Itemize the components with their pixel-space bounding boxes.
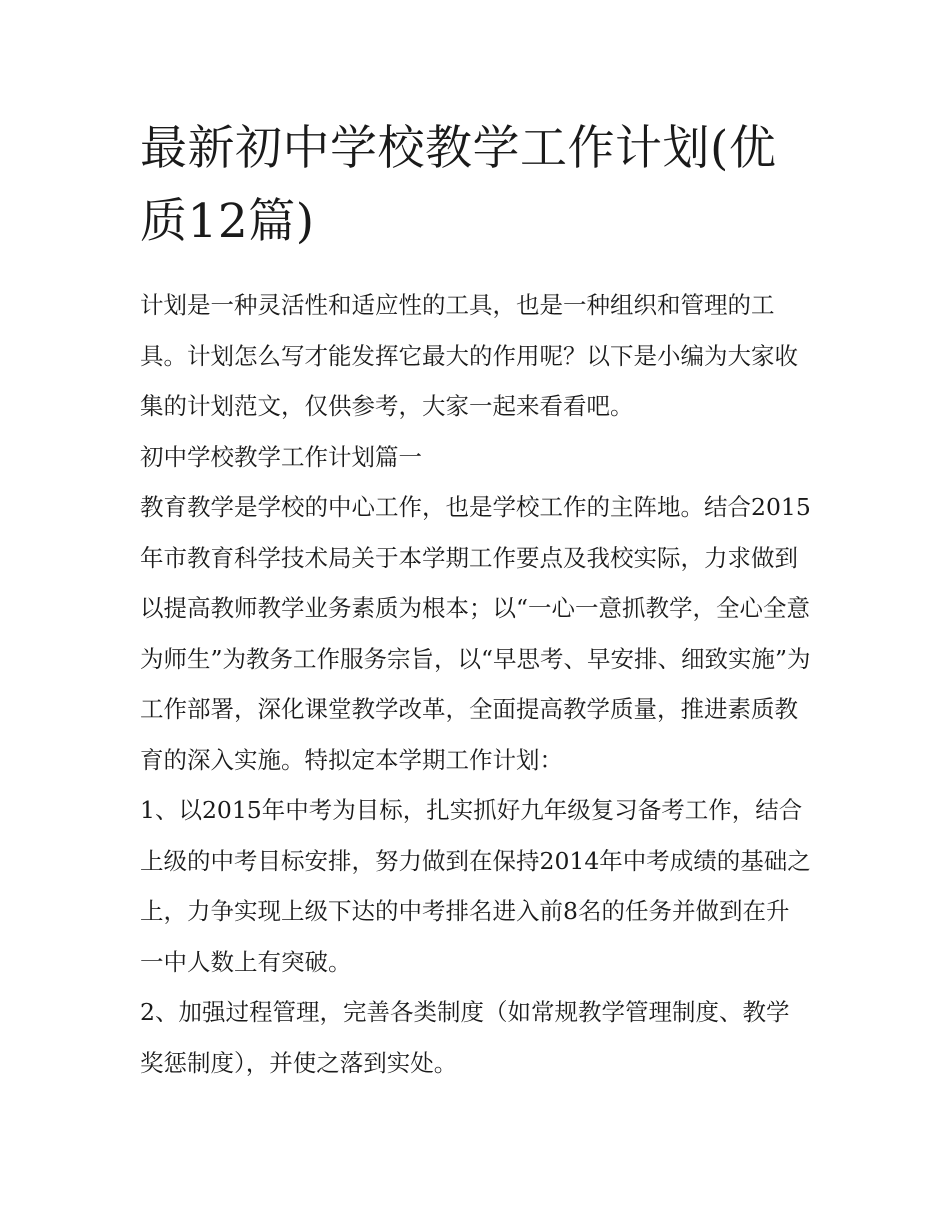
section-heading: 初中学校教学工作计划篇一 <box>140 442 422 471</box>
intro-paragraph: 计划是一种灵活性和适应性的工具，也是一种组织和管理的工具。计划怎么写才能发挥它最大的作用呢？以下是小编为大家收集的计划范文，仅供参考，大家一起来看看吧。 <box>140 291 798 420</box>
document-page <box>140 112 812 1088</box>
body-paragraph-2: 1、以2015年中考为目标，扎实抓好九年级复习备考工作，结合上级的中考目标安排，努力做到在保持2014年中考成绩的基础之上，力争实现上级下达的中考排名进入前8名的任务并做到在升一中人数上有突破。 <box>140 796 811 976</box>
document-title: 最新初中学校教学工作计划(优质12篇) <box>140 121 777 249</box>
body-paragraph-1: 教育教学是学校的中心工作，也是学校工作的主阵地。结合2015年市教育科学技术局关于本学期工作要点及我校实际，力求做到以提高教师教学业务素质为根本；以“一心一意抓教学，全心全意为师生”为教务工作服务宗旨，以“早思考、早安排、细致实施”为工作部署，深化课堂教学改革，全面提高教学质量，推进素质教育的深入实施。特拟定本学期工作计划： <box>140 493 811 774</box>
body-paragraph-3: 2、加强过程管理，完善各类制度（如常规教学管理制度、教学奖惩制度），并使之落到实处。 <box>140 998 790 1077</box>
